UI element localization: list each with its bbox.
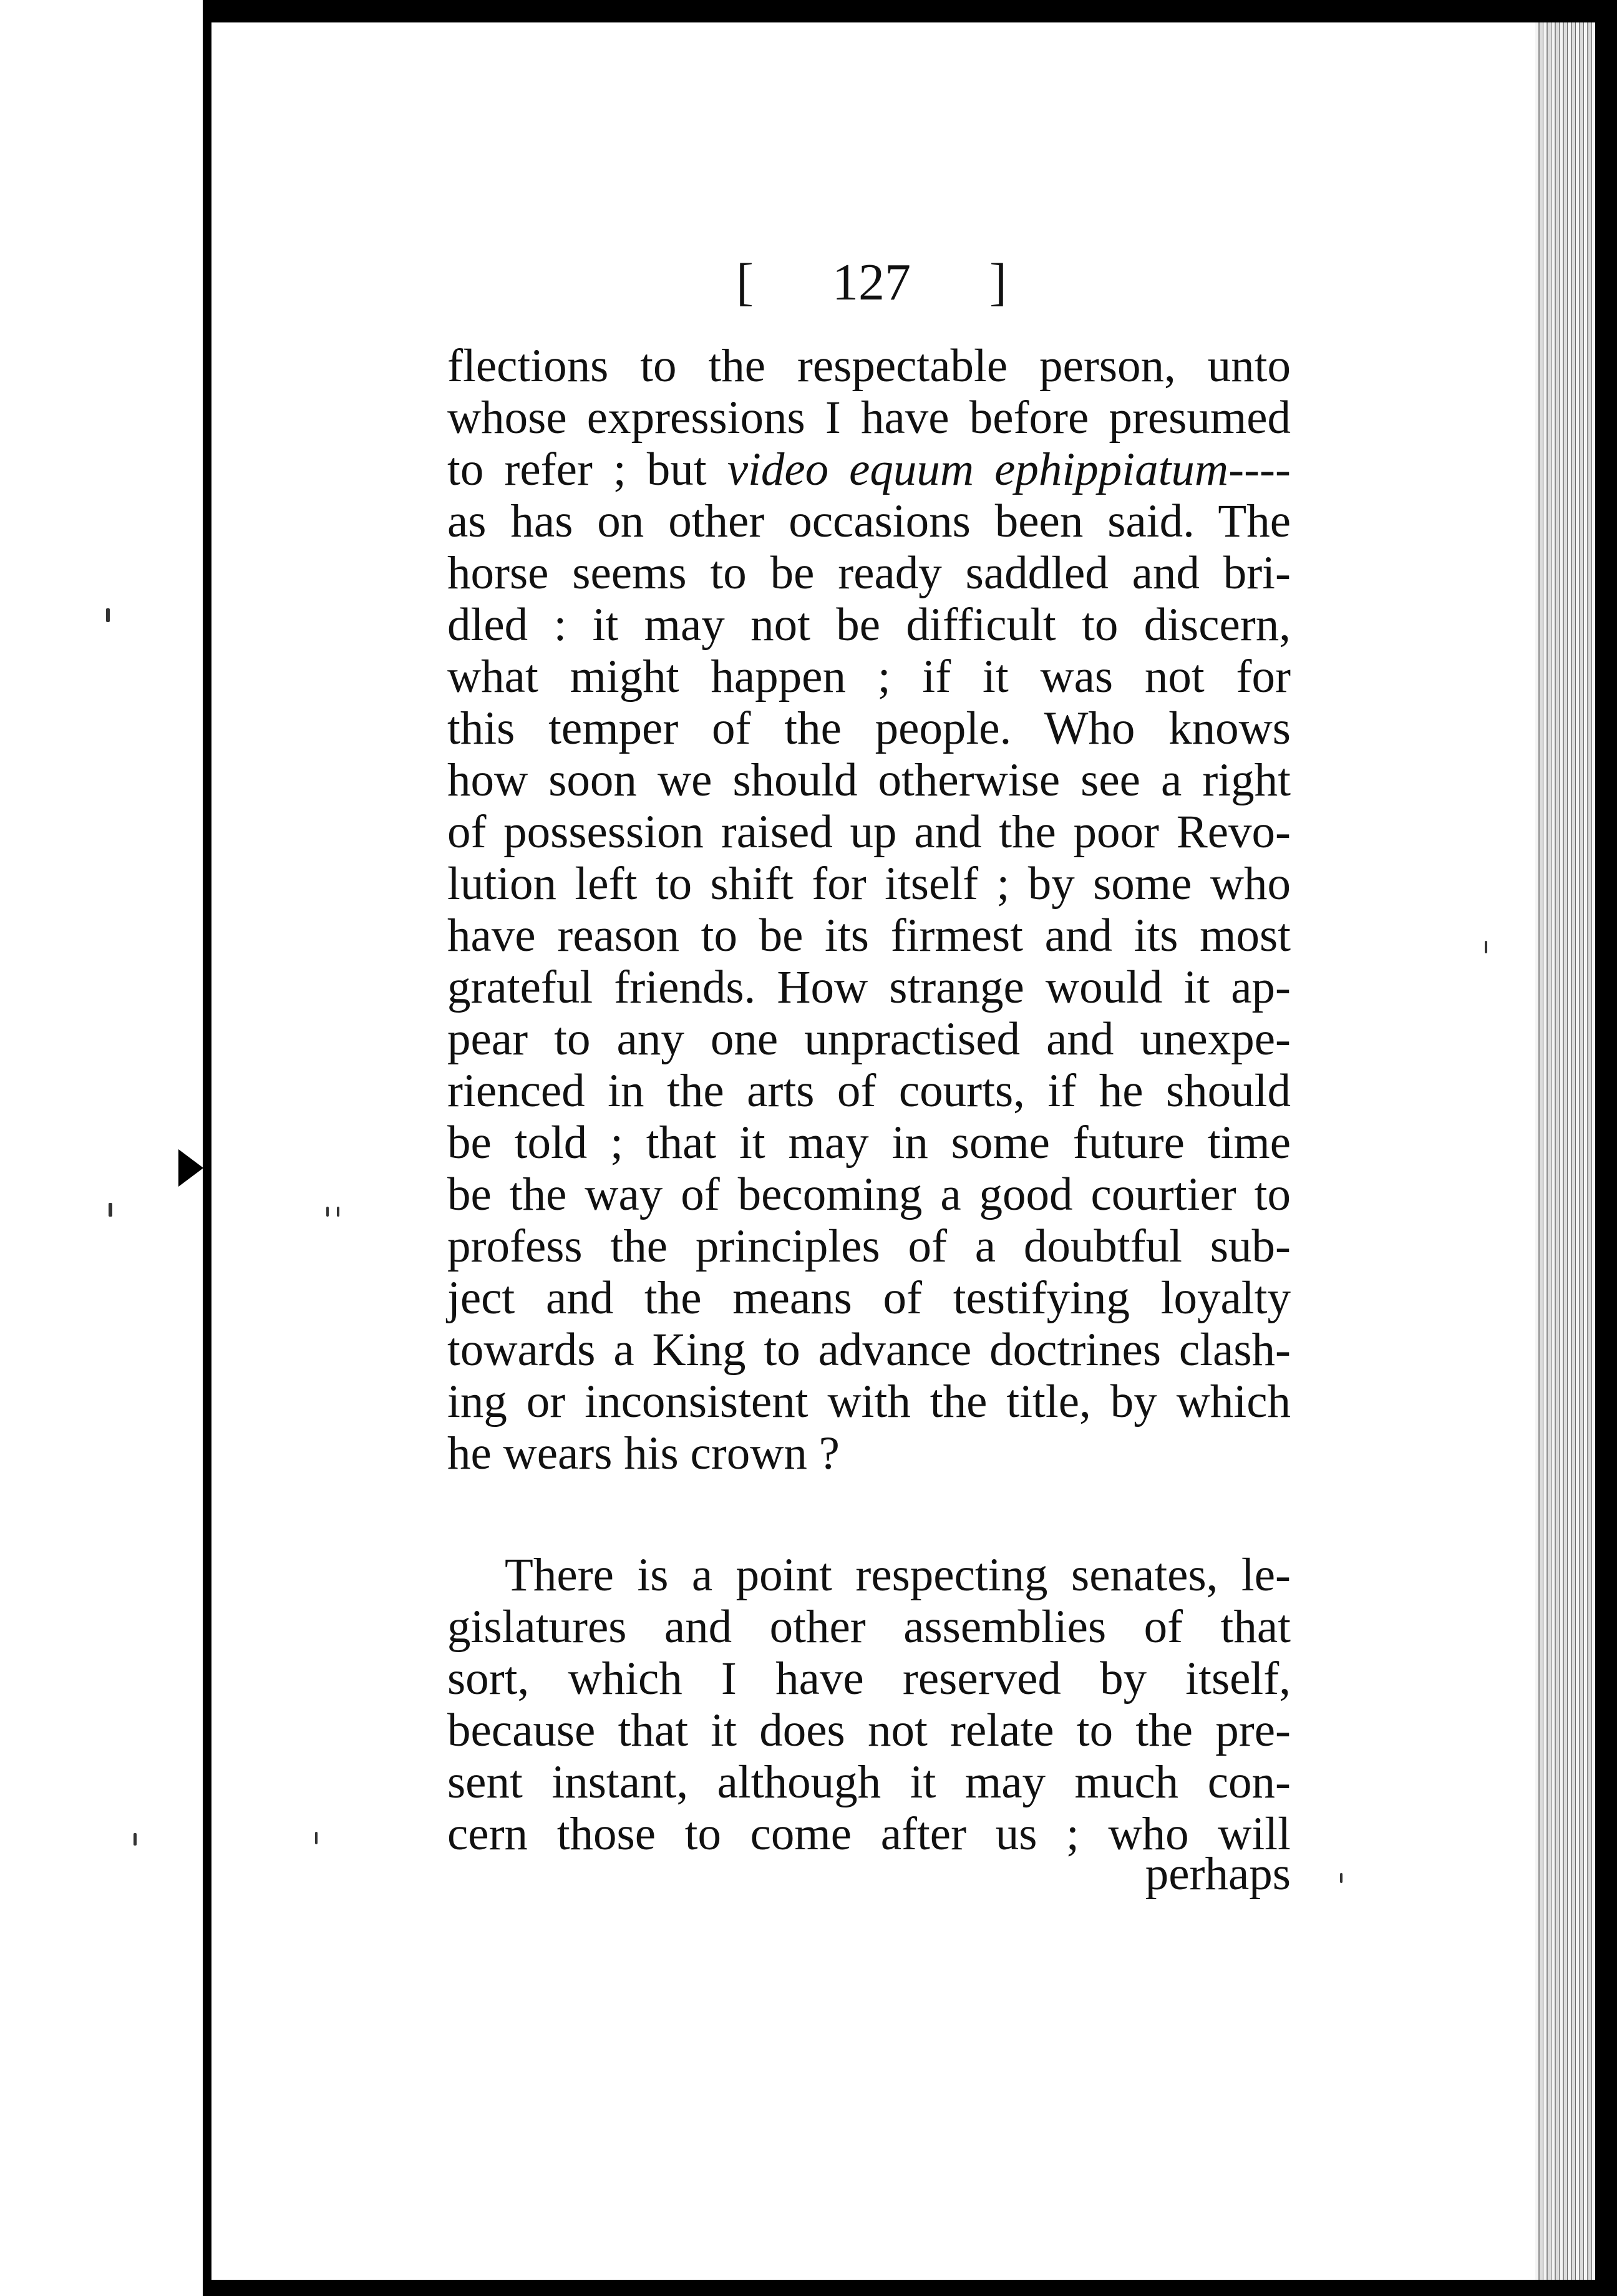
- text-line: sort, which I have reserved by itself,: [447, 1653, 1291, 1705]
- ink-speck: [109, 1203, 112, 1217]
- text-line: be told ; that it may in some future time: [447, 1117, 1291, 1169]
- text-line: dled : it may not be difficult to discern,: [447, 599, 1291, 651]
- text-line: of possession raised up and the poor Revo-: [447, 806, 1291, 858]
- ink-speck: [134, 1833, 137, 1846]
- text-line: towards a King to advance doctrines clash-: [447, 1324, 1291, 1376]
- text-line: what might happen ; if it was not for: [447, 651, 1291, 703]
- header-left-bracket: [: [736, 253, 754, 311]
- text-line: as has on other occasions been said. The: [447, 495, 1291, 547]
- text-line: cern those to come after us ; who will: [447, 1808, 1291, 1860]
- text-line: lution left to shift for itself ; by some who: [447, 858, 1291, 910]
- text-line: rienced in the arts of courts, if he should: [447, 1065, 1291, 1117]
- text-line: because that it does not relate to the pre-: [447, 1705, 1291, 1756]
- body-text: [447, 340, 1291, 1860]
- text-line: gislatures and other assemblies of that: [447, 1601, 1291, 1653]
- page-fore-edge: [1535, 22, 1595, 2280]
- ink-speck: [106, 608, 110, 622]
- page-header: [736, 248, 1011, 317]
- ink-speck: [1340, 1873, 1343, 1883]
- text-line: he wears his crown ?: [447, 1428, 840, 1479]
- text-line: profess the principles of a doubtful sub-: [447, 1220, 1291, 1272]
- ink-speck: [1485, 941, 1487, 953]
- text-line-part: to refer ; but: [447, 444, 727, 495]
- text-line: be the way of becoming a good courtier to: [447, 1169, 1291, 1220]
- text-line: ject and the means of testifying loyalty: [447, 1272, 1291, 1324]
- ink-speck: [315, 1832, 318, 1844]
- ink-speck: [337, 1207, 339, 1217]
- paragraph-gap: [447, 1479, 1291, 1549]
- left-page: [0, 0, 203, 2296]
- ink-speck: [326, 1207, 329, 1217]
- left-page-notch: [178, 1149, 203, 1187]
- text-line: whose expressions I have before presumed: [447, 392, 1291, 444]
- text-line: There is a point respecting senates, le-: [505, 1549, 1291, 1601]
- text-line: grateful friends. How strange would it ap-: [447, 961, 1291, 1013]
- page-number: 127: [832, 253, 911, 311]
- text-line: horse seems to be ready saddled and bri-: [447, 547, 1291, 599]
- text-line: sent instant, although it may much con-: [447, 1756, 1291, 1808]
- text-line: ing or inconsistent with the title, by which: [447, 1376, 1291, 1428]
- catchword: perhaps: [1145, 1848, 1291, 1900]
- book-gutter: [203, 0, 211, 2296]
- latin-phrase: video equum ephippiatum----: [727, 444, 1291, 495]
- text-line: how soon we should otherwise see a right: [447, 754, 1291, 806]
- text-line: flections to the respectable person, unto: [447, 340, 1291, 392]
- text-line: [447, 444, 1291, 495]
- text-line: pear to any one unpractised and unexpe-: [447, 1013, 1291, 1065]
- text-line: have reason to be its firmest and its most: [447, 910, 1291, 961]
- text-line: this temper of the people. Who knows: [447, 703, 1291, 754]
- header-right-bracket: ]: [989, 253, 1007, 311]
